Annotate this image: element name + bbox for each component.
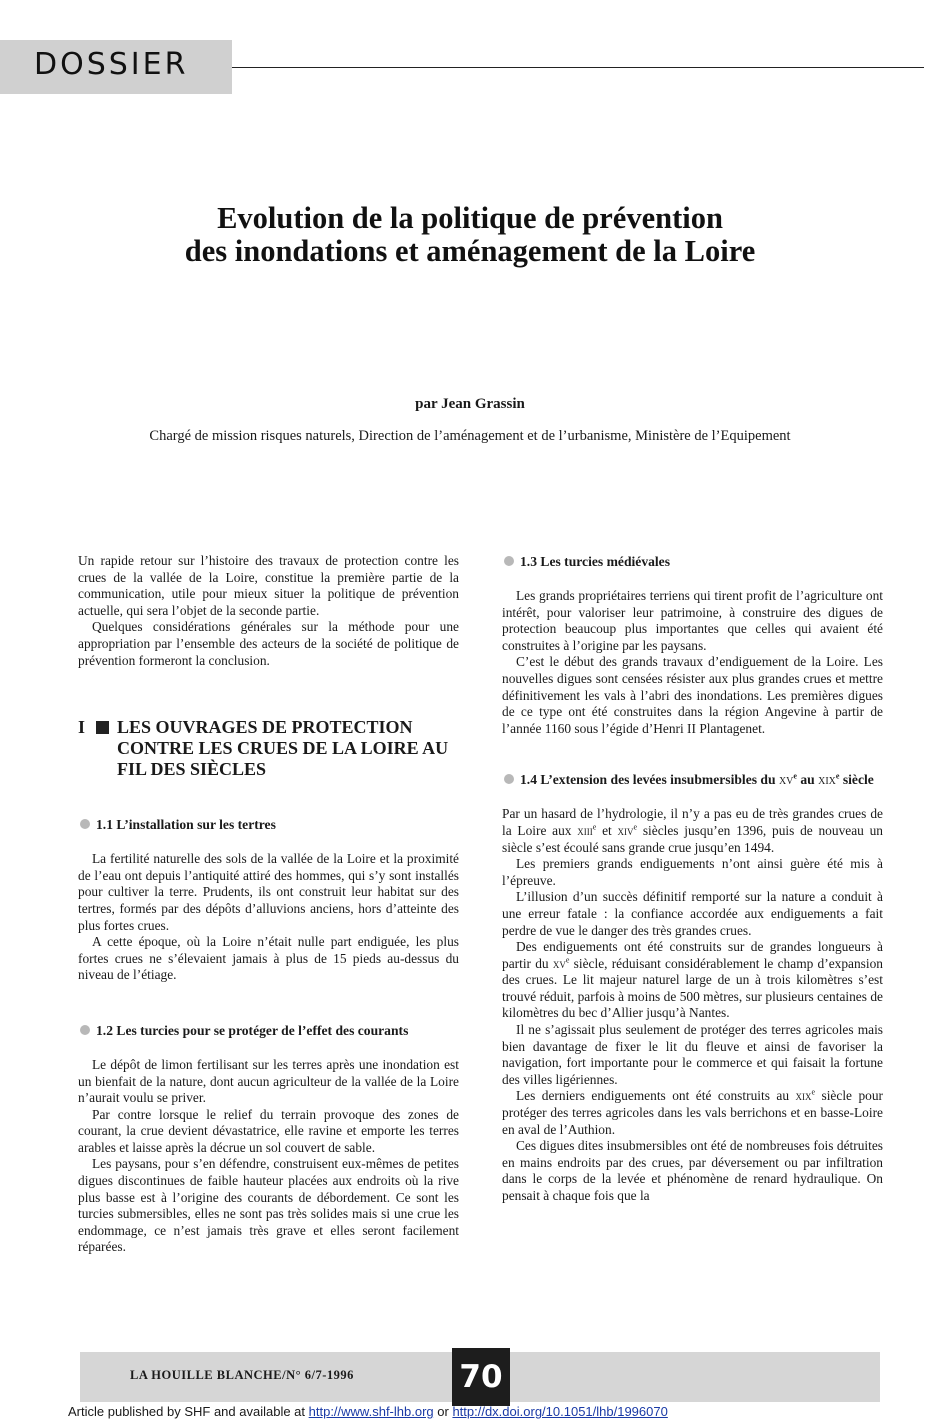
intro-paragraph-1: Un rapide retour sur l’histoire des travaux de protection contre les crues de la vallée de la Loire, constitue la première partie de la communication, utile pour mieux situer la politique de prévention actuelle, qui sera l’objet de la seconde partie. bbox=[78, 553, 459, 618]
subsection-1-4-title: 1.4 L’extension des levées insubmersibles du $xv^e$ au xix$^e$ siècle bbox=[520, 771, 874, 788]
affiliation: Chargé de mission risques naturels, Direction de l’aménagement et de l’urbanisme, Ministère de l’Equipement bbox=[149, 428, 791, 444]
s1-1-paragraph-2: A cette époque, où la Loire n’était nulle part endiguée, les plus fortes crues ne s’élevaient jamais à plus de 15 pieds au-dessus du niveau de l’étiage. bbox=[78, 934, 459, 983]
bullet-dot-icon bbox=[80, 1025, 90, 1035]
journal-reference: LA HOUILLE BLANCHE/N° 6/7-1996 bbox=[130, 1368, 354, 1382]
section-1-number: I bbox=[78, 717, 86, 738]
s1-3-paragraph-2: C’est le début des grands travaux d’endiguement de la Loire. Les nouvelles digues sont censées résister aux plus grandes crues et mettre définitivement les vals à l’abri des inondations. Les premières digues de ce type ont été construites dans la région Angevine à partir de l’année 1160 sous l’égide d’Henri II Plantagenet. bbox=[502, 654, 883, 736]
dossier-label: DOSSIER bbox=[34, 47, 189, 82]
black-square-icon bbox=[96, 721, 109, 734]
s1-4-paragraph-7: Ces digues dites insubmersibles ont été de nombreuses fois détruites en mains endroits par des crues, par déversement ou par infiltration dans le corps de la levée et phénomène de renard hydraulique. On pensait à chaque fois que la bbox=[502, 1138, 883, 1203]
subsection-1-2-heading bbox=[78, 1022, 459, 1039]
subsection-1-2-title: 1.2 Les turcies pour se protéger de l’effet des courants bbox=[96, 1022, 409, 1038]
title-line-1: Evolution de la politique de prévention bbox=[217, 201, 723, 235]
s1-4-paragraph-1: Par un hasard de l’hydrologie, il n’y a pas eu de très grandes crues de la Loire aux xiii$^e$ et xiv$^e$ siècles jusqu’en 1396, puis de nouveau un siècle s’est écoulé sans grande crue jusqu’en 1494. bbox=[502, 806, 883, 855]
s1-3-paragraph-1: Les grands propriétaires terriens qui tirent profit de l’agriculture ont intérêt, pour valoriser leur patrimoine, à construire des digues de protection beaucoup plus importantes que celles qui avaient été construites à l’origine par les paysans. bbox=[502, 588, 883, 653]
s1-4-paragraph-2: Les premiers grands endiguements n’ont ainsi guère été mis à l’épreuve. bbox=[502, 856, 883, 888]
s1-1-paragraph-1: La fertilité naturelle des sols de la vallée de la Loire et la proximité de l’eau ont depuis l’antiquité attiré des hommes, qui s’y sont installés pour cultiver la terre. Prudents, ils ont construit leur habitat sur des tertres, formés par des dépôts d’alluvions anciens, hors d’atteinte des plus fortes crues. bbox=[78, 851, 459, 933]
s1-4-paragraph-3: L’illusion d’un succès définitif remporté sur la nature a conduit à une erreur fatale : la confiance accordée aux endiguements a fait perdre de vue le danger des très grandes crues. bbox=[502, 889, 883, 938]
bullet-dot-icon bbox=[504, 556, 514, 566]
left-column bbox=[78, 553, 459, 1256]
shf-link[interactable]: http://www.shf-lhb.org bbox=[308, 1404, 434, 1419]
author: par Jean Grassin bbox=[415, 396, 525, 412]
section-1-heading bbox=[78, 717, 459, 780]
subsection-1-4-heading bbox=[502, 771, 883, 788]
s1-4-paragraph-4: Des endiguements ont été construits sur de grandes longueurs à partir du $xv^e$ siècle, réduisant considérablement le champ d’expansion des crues. Le lit majeur naturel large de un à trois kilomètres s’est trouvé réduit, parfois à moins de 500 mètres, sur plusieurs centaines de kilomètres du bec d’Allier jusqu’à Nantes. bbox=[502, 939, 883, 1021]
doi-link[interactable]: http://dx.doi.org/10.1051/lhb/1996070 bbox=[452, 1404, 668, 1419]
s1-2-paragraph-1: Le dépôt de limon fertilisant sur les terres après une inondation est un bienfait de la nature, dont aucun agriculteur de la vallée de la Loire n’aurait voulu se priver. bbox=[78, 1056, 459, 1106]
s1-2-paragraph-2: Par contre lorsque le relief du terrain provoque des zones de courant, la crue devient dévastatrice, elle ravine et emporte les terres arables et laisse après la décrue un sol couvert de sable. bbox=[78, 1106, 459, 1155]
s1-2-paragraph-3: Les paysans, pour s’en défendre, construisent eux-mêmes de petites digues discontinues de faible hauteur placées aux endroits où la rive plus basse est à l’origine des courants de débordement. Ce sont les turcies submersibles, elles ne sont pas très solides mais si une crue les endommage, ce n’est jamais très grave et elles seront facilement réparées. bbox=[78, 1156, 459, 1255]
bullet-dot-icon bbox=[80, 819, 90, 829]
header-rule bbox=[232, 67, 924, 68]
section-1-title: LES OUVRAGES DE PROTECTION CONTRE LES CRUES DE LA LOIRE AU FIL DES SIÈCLES bbox=[117, 717, 449, 780]
s1-4-paragraph-6: Les derniers endiguements ont été construits au xix$^e$ siècle pour protéger des terres agricoles dans les vals berrichons et en basse-Loire en aval de l’Authion. bbox=[502, 1087, 883, 1137]
page-number: 70 bbox=[452, 1348, 510, 1406]
subsection-1-3-heading bbox=[502, 553, 883, 570]
right-column bbox=[502, 553, 883, 1205]
subsection-1-1-title: 1.1 L’installation sur les tertres bbox=[96, 817, 276, 833]
intro-paragraph-2: Quelques considérations générales sur la méthode pour une appropriation par l’ensemble des acteurs de la société de politique de prévention formeront la conclusion. bbox=[78, 619, 459, 668]
title-line-2: des inondations et aménagement de la Loire bbox=[184, 234, 756, 268]
subsection-1-1-heading bbox=[78, 816, 459, 833]
subsection-1-3-title: 1.3 Les turcies médiévales bbox=[520, 554, 671, 569]
s1-4-paragraph-5: Il ne s’agissait plus seulement de protéger des terres agricoles mais bien davantage de fixer le lit du fleuve et ainsi de favoriser la navigation, fort importante pour le commerce et qui faisait la fortune des villes ligériennes. bbox=[502, 1022, 883, 1087]
publication-note: Article published by SHF and available at http://www.shf-lhb.org or http://dx.doi.org/10.1051/lhb/1996070 bbox=[68, 1404, 668, 1419]
bullet-dot-icon bbox=[504, 774, 514, 784]
article-title bbox=[60, 202, 880, 268]
